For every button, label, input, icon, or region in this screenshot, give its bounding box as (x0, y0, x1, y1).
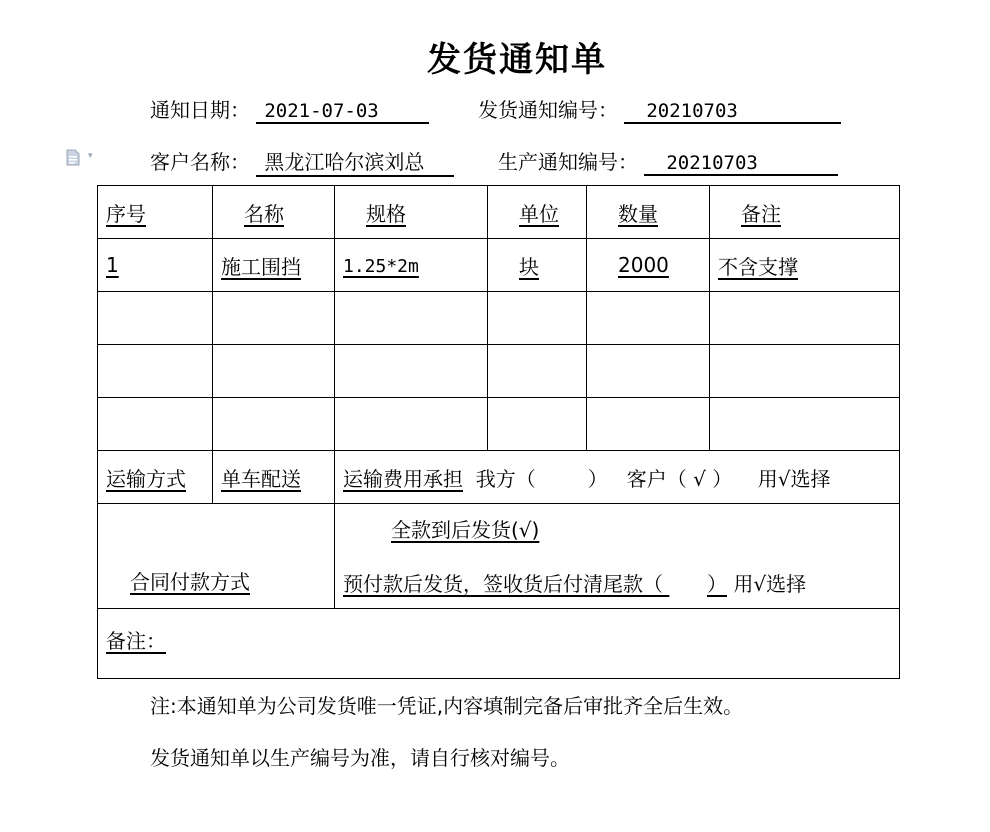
shipping-table (97, 185, 900, 679)
document-icon[interactable] (66, 149, 80, 166)
customer-option: 客户（ (626, 466, 687, 491)
payment-hint: 用√选择 (733, 572, 807, 596)
remarks-cell (98, 609, 900, 679)
shipping-number-label: 发货通知编号： (478, 98, 618, 122)
table-cell: 2000 (587, 239, 710, 292)
document-dropdown-caret-icon[interactable]: ▾ (88, 151, 93, 161)
shipping-number-value: 20210703 (624, 100, 841, 124)
remarks-row (98, 609, 900, 679)
payment-option-full: 全款到后发货(√) (391, 518, 540, 542)
customer-check-mark: √ (693, 466, 706, 491)
transport-value: 单车配送 (213, 451, 335, 504)
table-header-row (98, 186, 900, 239)
notice-date-value: 2021-07-03 (256, 100, 429, 124)
transport-cost-cell: 运输费用承担 我方（ ） 客户（ √ ） 用√选择 (335, 451, 900, 504)
table-cell: 1 (98, 239, 213, 292)
payment-option-prepay: 预付款后发货，签收货后付清尾款（ (343, 572, 663, 596)
notice-date-line (150, 94, 429, 124)
table-row (98, 239, 900, 292)
transport-cost-label: 运输费用承担 (343, 466, 463, 491)
column-header: 名称 (213, 186, 335, 239)
transport-hint: 用√选择 (757, 466, 831, 491)
remarks-label: 备注： (106, 629, 166, 653)
payment-label-cell (98, 504, 335, 609)
column-header: 数量 (587, 186, 710, 239)
table-cell: 1.25*2m (335, 239, 488, 292)
transport-row (98, 451, 900, 504)
column-header: 规格 (335, 186, 488, 239)
customer-value: 黑龙江哈尔滨刘总 (256, 146, 454, 177)
production-number-value: 20210703 (644, 152, 838, 176)
our-side-option: 我方（ (475, 466, 536, 491)
payment-options-cell: 全款到后发货(√) 预付款后发货，签收货后付清尾款（ ） 用√选择 (335, 504, 900, 609)
table-cell: 块 (488, 239, 587, 292)
transport-label: 运输方式 (98, 451, 213, 504)
production-number-label: 生产通知编号： (498, 150, 638, 174)
table-row (98, 398, 900, 451)
column-header: 单位 (488, 186, 587, 239)
table-row (98, 345, 900, 398)
page-title: 发货通知单 (427, 40, 607, 80)
footer-note-numbering: 发货通知单以生产编号为准，请自行核对编号。 (150, 746, 570, 770)
footer-note-validity: 注:本通知单为公司发货唯一凭证,内容填制完备后审批齐全后生效。 (150, 694, 744, 718)
shipping-number-line (478, 94, 841, 124)
table-cell: 施工围挡 (213, 239, 335, 292)
payment-label: 合同付款方式 (130, 570, 250, 594)
notice-date-label: 通知日期： (150, 98, 250, 122)
customer-line (150, 146, 454, 177)
column-header: 备注 (710, 186, 900, 239)
column-header: 序号 (98, 186, 213, 239)
table-row (98, 292, 900, 345)
production-number-line (498, 146, 838, 176)
payment-row (98, 504, 900, 609)
customer-label: 客户名称： (150, 150, 250, 174)
table-cell: 不含支撑 (710, 239, 900, 292)
